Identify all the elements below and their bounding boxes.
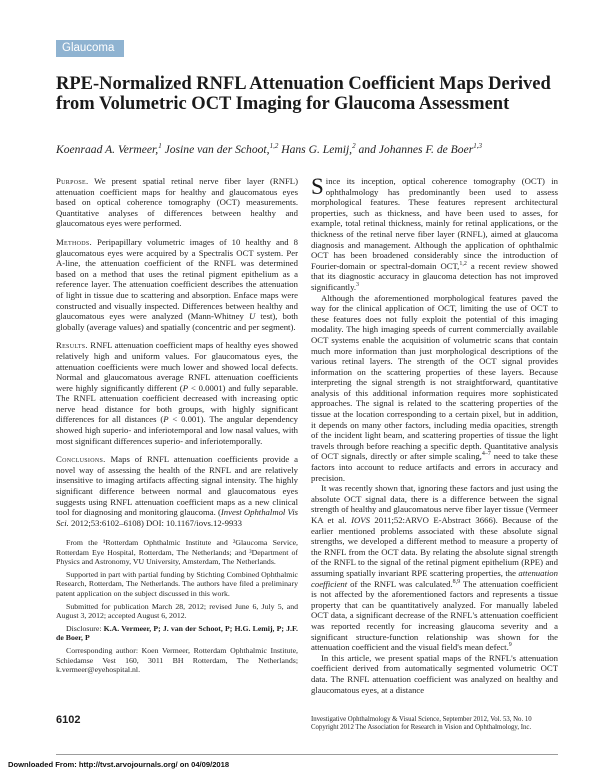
methods-text: Peripapillary volumetric images of 10 healthy and 8 glaucomatous eyes were acquired by a Spectralis OCT system. Per A-line, the attenuation coefficient of the RNFL was determined based on a method that uses the retinal pigment epithelium as a reference layer. The attenuation coefficient describes the attenuation of light in tissue due to scattering and absorption. Enface maps were constructed and visually inspected. Differences between healthy and glaucomatous eyes were analyzed (Mann-Whitney	[56, 236, 298, 322]
body-text: a recent review showed that its diagnostic accuracy in glaucoma detection has not improved significantly.	[311, 260, 558, 292]
author-list	[56, 143, 556, 157]
download-note: Downloaded From: http://tvst.arvojournals.org/ on 04/09/2018	[8, 760, 230, 769]
citation-journal: Invest Ophthalmol Vis Sci.	[56, 507, 298, 528]
page-number: 6102	[56, 714, 81, 726]
author-affiliation: 1	[158, 142, 162, 151]
abstract	[56, 176, 298, 536]
footer-divider	[56, 754, 558, 755]
author-affiliation: 2	[352, 142, 356, 151]
purpose-text: We present spatial retinal nerve fiber layer (RNFL) attenuation coefficient maps for healthy and glaucomatous eyes based on optical coherence tomography (OCT) measurements. Quantitative analyses of differences between healthy and glaucomatous eyes were performed.	[56, 176, 298, 229]
body-text: 2011;52:ARVO E-Abstract 3666). Because of the earlier mentioned problems associated with these absolute signal strengths, we developed a different method to measure a property of the RNFL from the OCT data. By relating the absolute signal strength of the RNFL to the signal of the retinal pigment epithelium (RPE) and assuming spatially invariant RPE scattering properties, the	[311, 515, 558, 578]
abstract-results	[56, 340, 298, 446]
body-text: ince its inception, optical coherence tomography (OCT) in ophthalmology has predominantly been used to assess morphological features. These features represent architectural properties, such as thickness, and have been used to asses, for example, total retinal thickness, mainly for retinal applications, or the thickness of the retinal nerve fiber layer (RNFL), aimed at glaucoma diagnosis and management. Although the application of ophthalmic OCT has been broadened considerably since the introduction of Fourier-domain or spectral-domain OCT,	[311, 176, 558, 271]
article-title: RPE-Normalized RNFL Attenuation Coefficient Maps Derived from Volumetric OCT Imaging for Glaucoma Assessment	[56, 74, 551, 114]
journal-abbrev: IOVS	[351, 515, 370, 525]
reference-marker: 8,9	[452, 578, 461, 585]
conclusions-text: Maps of RNFL attenuation coefficients provide a novel way of assessing the health of the RNFL and are relatively insensitive to imaging artifacts affecting signal intensity. The highly significant difference between normal and glaucomatous eyes suggests using RNFL attenuation coefficient maps as a new clinical tool for diagnosing and monitoring glaucoma. (	[56, 454, 298, 518]
body-text: It was recently shown that, ignoring these factors and just using the absolute OCT signal data, there is a difference between the signal strength of healthy and glaucomatous nerve fiber layer tissue (Vermeer KA et al.	[311, 483, 558, 525]
results-text-mid: < 0.0001) and fully separable. The RNFL attenuation coefficient decreased with increasing optic nerve head distance for both groups, with highly significant differences for all distances (	[56, 382, 299, 425]
footnotes	[56, 538, 298, 678]
results-text-end: < 0.001). The angular dependency showed high superio- and inferiotemporal and low nasal values, with most significant differences superio- and inferiotemporally.	[56, 414, 298, 446]
body-text: The attenuation coefficient is not affected by the aforementioned factors and represents a tissue property that can be quantitatively analyzed. For manually labeled OCT data, a significant decrease of the RNFL's attenuation coefficient was reported recently for increasing glaucoma severity and a significant structure-function relationship was shown for the attenuation coefficient and the visual field's mean defect.	[311, 578, 558, 653]
purpose-heading: Purpose.	[56, 176, 89, 186]
body-text: Although the aforementioned morphological features paved the way for the clinical application of OCT, limiting the use of OCT to these features does not fully exploit the potential of this imaging modality. The high imaging speeds of current commercially available OCT systems enable the acquisition of volumetric scans that contain much more information than just morphological descriptions of the various retinal layers. The strength of the OCT signal provides information on the scattering properties of these layers. Because interpreting the signal strength is not straightforward, quantitative analysis of this additional information requires more sophisticated approaches. The signal is related to the scattering properties of the tissue at the location corresponding to a certain pixel, but in addition, it depends on many other factors, including media opacities, strength of the incident light beam, and scattering properties of tissue the light travels through before reaching a specific depth. Quantitative analysis of OCT signals, directly or after simple scaling,	[311, 292, 558, 462]
results-text: RNFL attenuation coefficient maps of healthy eyes showed relatively high and uniform values. For glaucomatous eyes, the attenuation coefficients were much lower and showed local defects. Normal and glaucomatous average RNFL attenuation coefficients were highly significantly different (	[56, 340, 298, 393]
author-name: and Johannes F. de Boer	[358, 143, 474, 156]
body-text	[311, 176, 558, 695]
body-text: of the RNFL was calculated.	[347, 578, 453, 589]
term-emphasis: attenuation coefficient	[311, 567, 558, 589]
journal-footer	[311, 716, 558, 732]
dropcap: S	[311, 174, 324, 199]
footnote-disclosure	[56, 624, 298, 643]
results-heading: Results.	[56, 340, 88, 351]
body-paragraph-4	[311, 653, 558, 695]
conclusions-heading: Conclusions.	[56, 454, 106, 465]
body-paragraph-3	[311, 483, 558, 653]
reference-marker: 1,2	[459, 260, 467, 267]
author-name: Josine van der Schoot,	[164, 143, 270, 156]
body-text: need to take these factors into account to reduce artifacts and errors in accuracy and precision.	[311, 451, 559, 483]
body-paragraph-2	[311, 293, 558, 484]
footnote-correspondence: Corresponding author: Koen Vermeer, Rotterdam Ophthalmic Institute, Schiedamse Vest 160, 3011 BH Rotterdam, The Netherlands; k.vermeer@eyehospital.nl.	[56, 645, 298, 675]
author-affiliation: 1,3	[473, 142, 482, 151]
reference-marker: 3	[356, 282, 360, 289]
reference-marker: 9	[508, 642, 512, 649]
reference-marker: 4–7	[481, 451, 491, 458]
methods-text-end: test), both globally (average values) and spatially (concentric and per segment).	[56, 311, 299, 332]
results-p-symbol: P	[163, 414, 169, 425]
results-p-symbol: P	[182, 382, 188, 393]
author-name: Hans G. Lemij,	[281, 143, 353, 156]
journal-issue: Investigative Ophthalmology & Visual Science, September 2012, Vol. 53, No. 10	[311, 716, 532, 723]
journal-copyright: Copyright 2012 The Association for Research in Vision and Ophthalmology, Inc.	[311, 724, 532, 731]
author-name: Koenraad A. Vermeer,	[56, 143, 159, 156]
disclosure-text: K.A. Vermeer, P; J. van der Schoot, P; H.G. Lemij, P; J.F. de Boer, P	[56, 623, 298, 643]
author-affiliation: 1,2	[269, 142, 279, 151]
disclosure-label: Disclosure:	[66, 623, 102, 633]
abstract-purpose	[56, 176, 298, 229]
citation-doi: 2012;53:6102–6108) DOI: 10.1167/iovs.12-9933	[68, 517, 242, 528]
methods-heading: Methods.	[56, 236, 92, 247]
section-tag: Glaucoma	[56, 40, 124, 57]
methods-u: U	[248, 311, 256, 322]
body-text: In this article, we present spatial maps of the RNFL's attenuation coefficient derived from automatically segmented volumetric OCT data. The RNFL attenuation coefficient was analyzed on healthy and glaucomatous eyes, at a distance	[311, 652, 558, 695]
footnote-support: Supported in part with partial funding by Stichting Combined Ophthalmic Research, Rotterdam, The Netherlands. The authors have filed a preliminary patent application on the subject discussed in this work.	[56, 569, 298, 598]
body-paragraph-1	[311, 176, 558, 293]
footnote-affiliations: From the ¹Rotterdam Ophthalmic Institute and ²Glaucoma Service, Rotterdam Eye Hospital, Rotterdam, The Netherlands; and ³Department of Physics and Astronomy, VU University, Amsterdam, The Netherlands.	[56, 538, 298, 567]
abstract-methods	[56, 237, 298, 332]
footnote-submitted: Submitted for publication March 28, 2012; revised June 6, July 5, and August 3, 2012; accepted August 6, 2012.	[56, 601, 298, 621]
abstract-conclusions	[56, 454, 298, 528]
